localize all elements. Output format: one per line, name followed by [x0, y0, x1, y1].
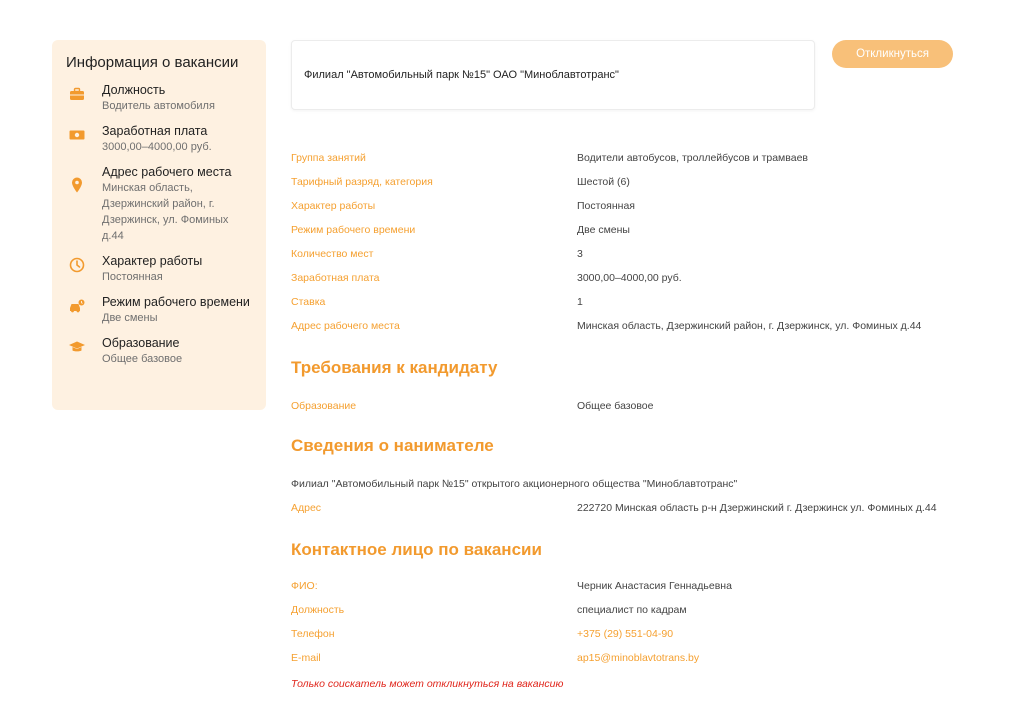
sidebar-item-value: Минская область, Дзержинский район, г. Дзержинск, ул. Фоминых д.44 — [102, 182, 229, 242]
contact-value: специалист по кадрам — [577, 604, 687, 616]
detail-row — [291, 174, 971, 190]
detail-key: Ставка — [291, 296, 326, 308]
requirement-value: Общее базовое — [577, 400, 654, 412]
detail-row — [291, 318, 971, 334]
contact-row — [291, 578, 971, 594]
sidebar-item-value: 3000,00–4000,00 руб. — [102, 141, 212, 153]
contact-row — [291, 626, 971, 642]
sidebar-item-label: Адрес рабочего места — [102, 165, 232, 179]
money-icon — [68, 126, 86, 144]
sidebar-item-address — [66, 164, 252, 244]
sidebar-item-label: Образование — [102, 336, 180, 350]
employer-key: Адрес — [291, 502, 322, 514]
detail-key: Группа занятий — [291, 152, 366, 164]
detail-row — [291, 270, 971, 286]
requirement-key: Образование — [291, 400, 357, 412]
detail-row — [291, 294, 971, 310]
requirements-heading: Требования к кандидату — [291, 358, 498, 377]
sidebar-item-value: Водитель автомобиля — [102, 100, 215, 112]
applicant-only-notice: Только соискатель может откликнуться на вакансию — [291, 678, 564, 690]
sidebar-item-value: Общее базовое — [102, 353, 183, 365]
detail-key: Характер работы — [291, 200, 376, 212]
detail-key: Адрес рабочего места — [291, 320, 400, 332]
sidebar-item-education — [66, 335, 252, 367]
employer-heading: Сведения о нанимателе — [291, 436, 494, 455]
location-pin-icon — [68, 176, 86, 194]
contact-key: Телефон — [291, 628, 335, 640]
sidebar-item-position — [66, 82, 252, 114]
sidebar-item-value: Две смены — [102, 312, 158, 324]
sidebar-item-work-type — [66, 253, 252, 285]
detail-key: Тарифный разряд, категория — [291, 176, 433, 188]
employer-value: 222720 Минская область р-н Дзержинский г. Дзержинск ул. Фоминых д.44 — [577, 502, 937, 514]
detail-value: Две смены — [577, 224, 630, 236]
detail-row — [291, 150, 971, 166]
sidebar-item-label: Характер работы — [102, 254, 203, 268]
detail-row — [291, 222, 971, 238]
sidebar-item-value: Постоянная — [102, 271, 163, 283]
contact-row — [291, 602, 971, 618]
employer-card — [291, 40, 815, 110]
detail-row — [291, 198, 971, 214]
contact-row — [291, 650, 971, 666]
detail-value: Шестой (6) — [577, 176, 630, 188]
graduation-cap-icon — [68, 338, 86, 356]
sidebar-item-label: Должность — [102, 83, 166, 97]
detail-value: Водители автобусов, троллейбусов и трамваев — [577, 152, 808, 164]
respond-button[interactable]: Откликнуться — [832, 40, 953, 68]
sidebar-title: Информация о вакансии — [66, 54, 239, 71]
contact-key: E-mail — [291, 652, 321, 664]
detail-key: Режим рабочего времени — [291, 224, 416, 236]
contact-key: ФИО: — [291, 580, 318, 592]
employer-name: Филиал "Автомобильный парк №15" ОАО "Миноблавтотранс" — [304, 69, 619, 81]
detail-value: 3 — [577, 248, 583, 260]
email-link[interactable]: ap15@minoblavtotrans.by — [577, 652, 700, 664]
detail-key: Заработная плата — [291, 272, 380, 284]
contact-heading: Контактное лицо по вакансии — [291, 540, 542, 559]
vacancy-info-sidebar — [52, 40, 266, 410]
detail-value: Постоянная — [577, 200, 635, 212]
sidebar-item-label: Заработная плата — [102, 124, 208, 138]
detail-value: Минская область, Дзержинский район, г. Дзержинск, ул. Фоминых д.44 — [577, 320, 922, 332]
detail-value: 3000,00–4000,00 руб. — [577, 272, 682, 284]
contact-key: Должность — [291, 604, 345, 616]
sidebar-item-label: Режим рабочего времени — [102, 295, 250, 309]
car-clock-icon — [68, 297, 86, 315]
clock-icon — [68, 256, 86, 274]
sidebar-item-salary — [66, 123, 252, 155]
employer-full-name: Филиал "Автомобильный парк №15" открытого акционерного общества "Миноблавтотранс" — [291, 478, 738, 490]
requirement-row — [291, 398, 971, 414]
detail-key: Количество мест — [291, 248, 374, 260]
phone-link[interactable]: +375 (29) 551-04-90 — [577, 628, 674, 640]
detail-value: 1 — [577, 296, 583, 308]
briefcase-icon — [68, 85, 86, 103]
contact-value: Черник Анастасия Геннадьевна — [577, 580, 732, 592]
sidebar-item-schedule — [66, 294, 252, 326]
detail-row — [291, 246, 971, 262]
employer-row — [291, 500, 971, 516]
